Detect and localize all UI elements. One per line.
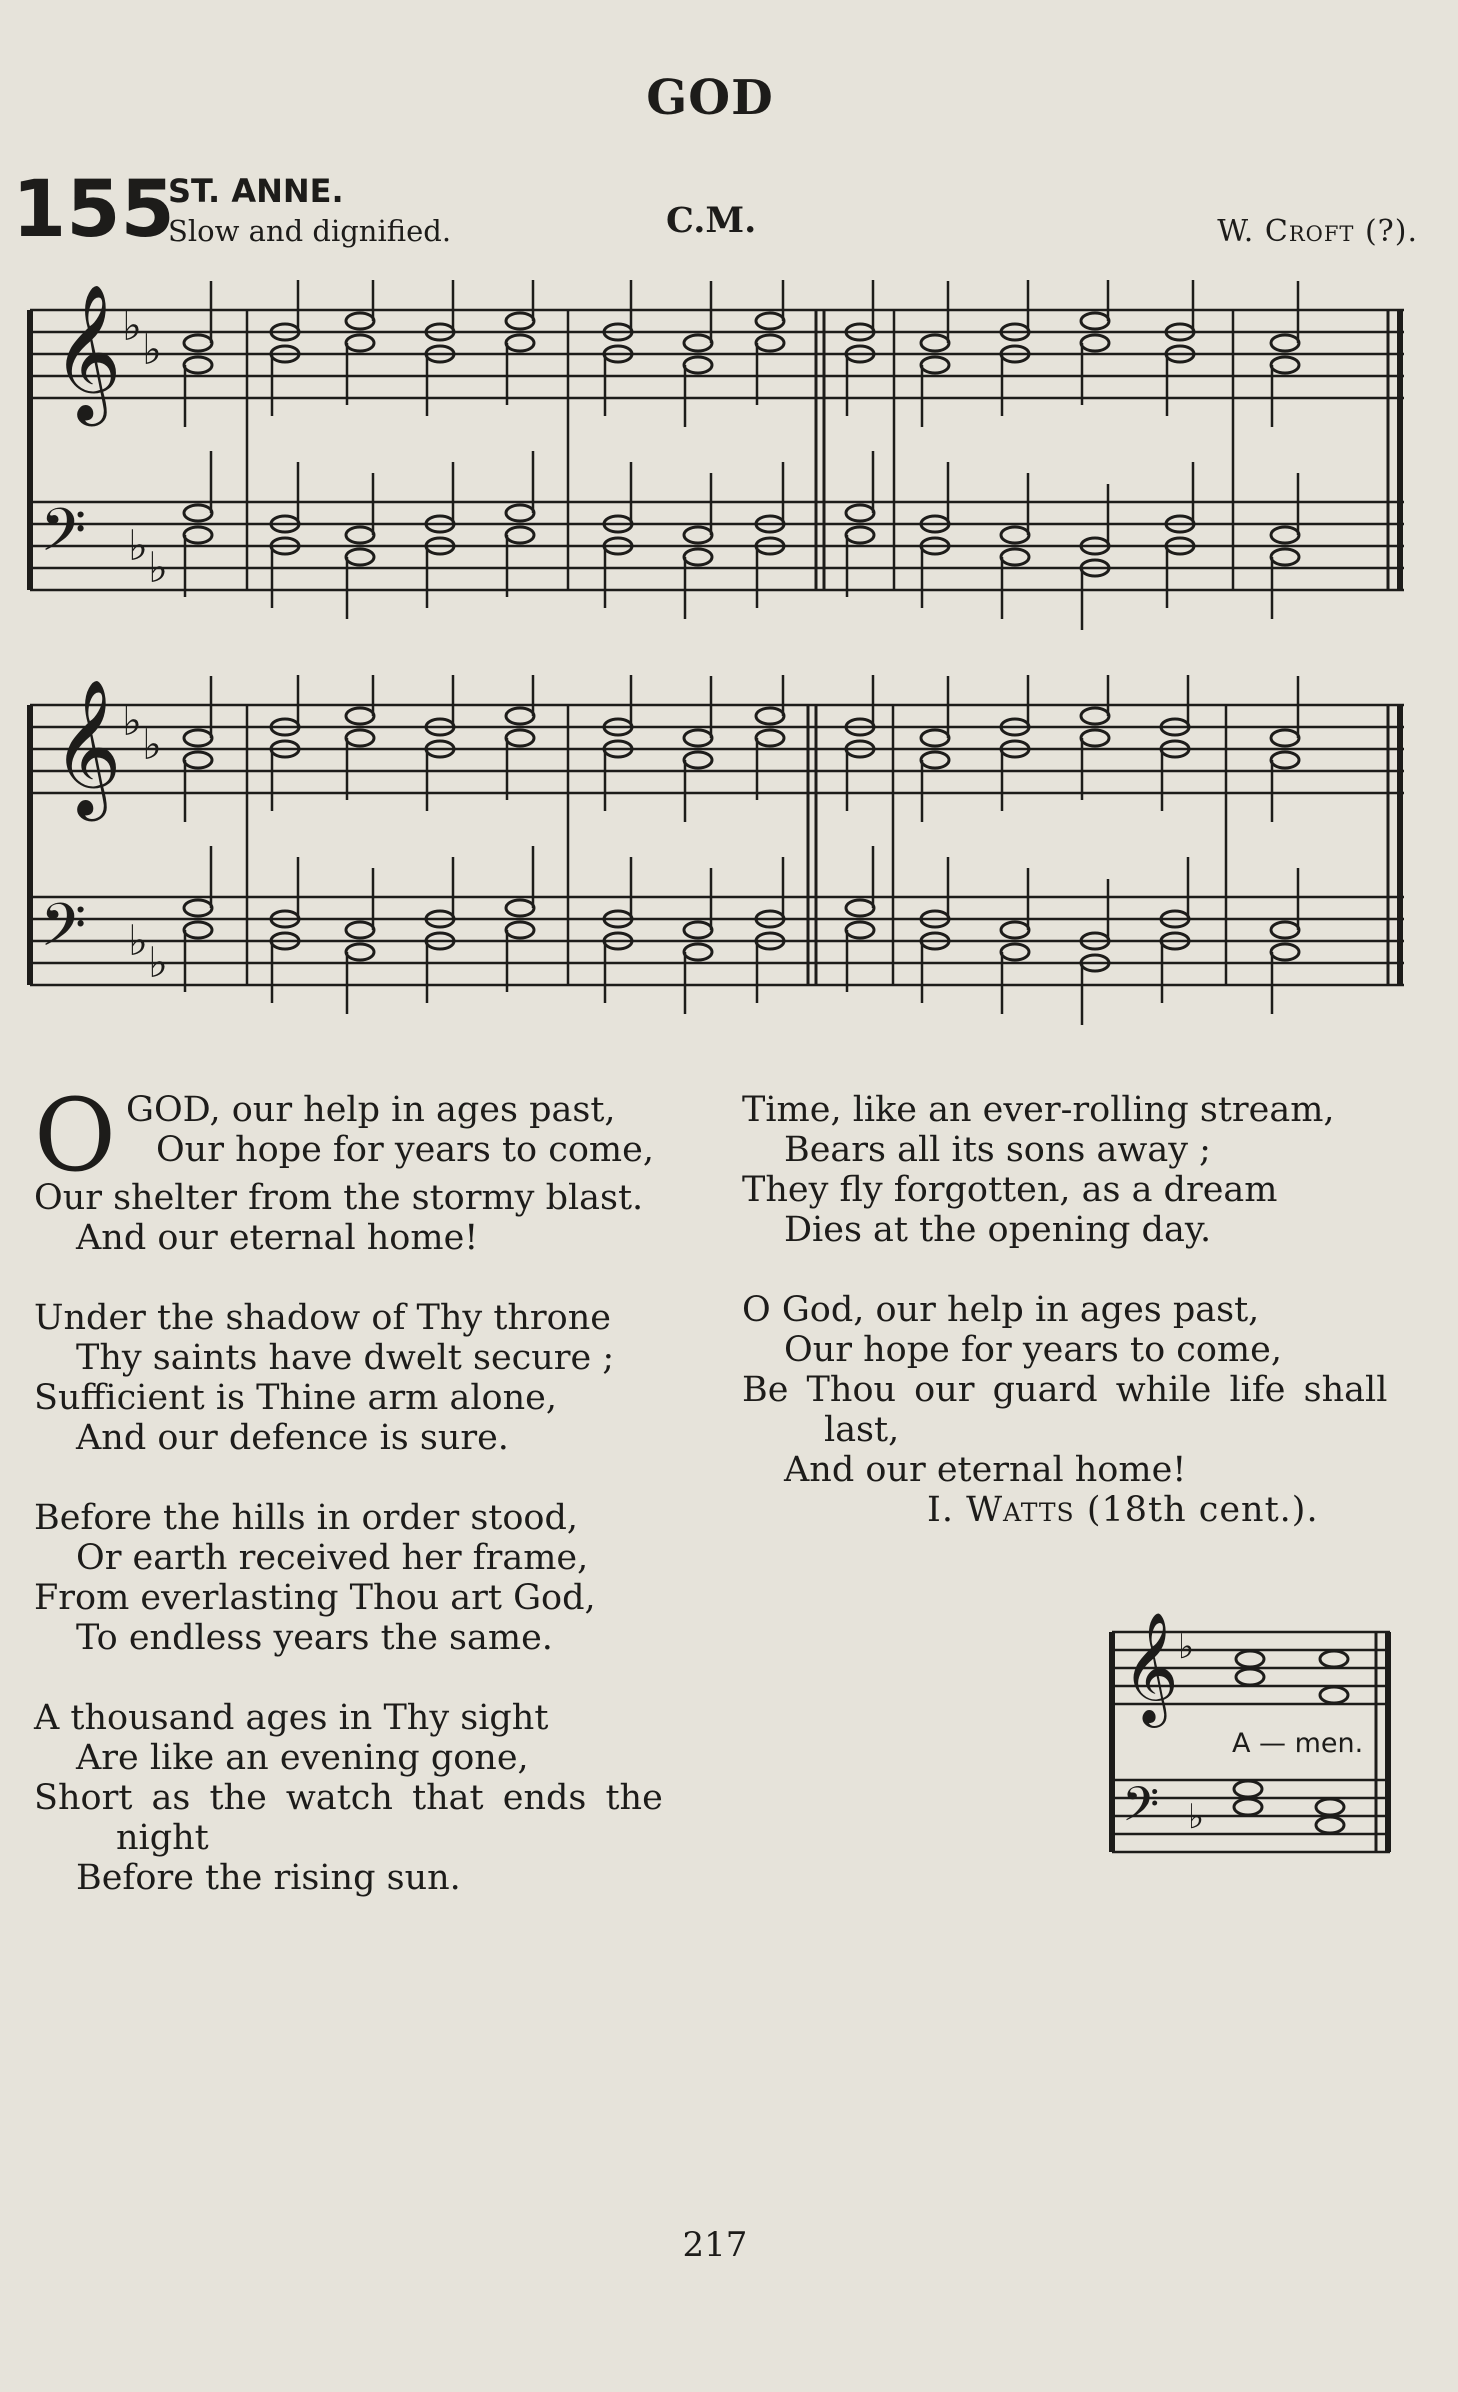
verse-column-right — [742, 1090, 1442, 1530]
author-date: (18th cent.). — [1074, 1490, 1319, 1530]
verse-line: Our hope for years to come, — [784, 1330, 1282, 1370]
note-head — [921, 335, 949, 351]
verse-line: And our eternal home! — [784, 1450, 1187, 1490]
verse-line: GOD, our help in ages past, — [125, 1090, 616, 1130]
note-head — [684, 752, 712, 768]
svg-text:♭: ♭ — [128, 521, 148, 570]
verse-line — [34, 1130, 694, 1170]
composer-name: Croft — [1264, 214, 1355, 249]
note-head — [756, 708, 784, 724]
note-head — [346, 730, 374, 746]
svg-text:𝄞: 𝄞 — [52, 282, 122, 420]
verse-line: last, — [824, 1410, 900, 1450]
page-number: 217 — [682, 2225, 748, 2265]
note-head — [506, 527, 534, 543]
note-head — [846, 527, 874, 543]
note-head — [684, 549, 712, 565]
note-head — [1271, 730, 1299, 746]
note-head — [184, 357, 212, 373]
note-head — [1271, 922, 1299, 938]
note-head — [184, 752, 212, 768]
note-head — [1081, 730, 1109, 746]
note-head — [1271, 752, 1299, 768]
note-head — [506, 313, 534, 329]
note-head — [684, 527, 712, 543]
svg-text:𝄢: 𝄢 — [40, 495, 87, 579]
note-head — [346, 313, 374, 329]
verse-line: Or earth received her frame, — [76, 1538, 589, 1578]
tempo-marking: Slow and dignified. — [168, 214, 452, 248]
note-head — [1081, 335, 1109, 351]
note-head — [346, 708, 374, 724]
note-head — [684, 335, 712, 351]
note-head — [506, 730, 534, 746]
note-head — [1271, 549, 1299, 565]
verse-line: O God, our help in ages past, — [742, 1290, 1260, 1330]
note-head — [756, 335, 784, 351]
author-initial: I. — [927, 1490, 967, 1530]
stanza-1 — [34, 1077, 694, 1258]
stanza-5 — [742, 1090, 1442, 1250]
note-head — [921, 752, 949, 768]
note-head — [506, 335, 534, 351]
verse-line: They fly forgotten, as a dream — [742, 1170, 1278, 1210]
stanza-2 — [34, 1298, 694, 1458]
svg-text:♭: ♭ — [1188, 1797, 1205, 1837]
hymn-number: 155 — [12, 165, 175, 255]
verse-line: night — [116, 1818, 209, 1858]
verse-line: Before the hills in order stood, — [34, 1498, 579, 1538]
note-head — [684, 730, 712, 746]
composer-credit — [1217, 214, 1418, 249]
note-head — [1001, 944, 1029, 960]
svg-text:♭: ♭ — [122, 696, 142, 745]
note-head — [1001, 527, 1029, 543]
verse-line: Thy saints have dwelt secure ; — [76, 1338, 615, 1378]
svg-text:♭: ♭ — [128, 916, 148, 965]
note-head — [684, 944, 712, 960]
note-head — [1271, 357, 1299, 373]
verse-line: Sufficient is Thine arm alone, — [34, 1378, 557, 1418]
stanza-3 — [34, 1498, 694, 1658]
note-head — [1001, 549, 1029, 565]
note-head — [684, 922, 712, 938]
note-head — [346, 944, 374, 960]
meter: C.M. — [666, 200, 757, 241]
note-head — [184, 335, 212, 351]
note-head — [184, 922, 212, 938]
note-head — [506, 505, 534, 521]
svg-text:𝄢: 𝄢 — [1122, 1776, 1160, 1844]
note-head — [756, 730, 784, 746]
note-head — [184, 505, 212, 521]
note-head — [1271, 944, 1299, 960]
note-head — [184, 730, 212, 746]
composer-prefix: W. — [1217, 214, 1265, 249]
drop-cap: O — [34, 1077, 116, 1194]
verse-line: Are like an evening gone, — [76, 1738, 529, 1778]
section-title: GOD — [646, 70, 774, 126]
note-head — [346, 549, 374, 565]
music-system-1 — [0, 280, 1458, 640]
author-name: Watts — [966, 1490, 1075, 1530]
verse-line: Under the shadow of Thy throne — [34, 1298, 611, 1338]
note-head — [846, 900, 874, 916]
svg-text:𝄢: 𝄢 — [40, 890, 87, 974]
stanza-4 — [34, 1698, 694, 1898]
note-head — [846, 505, 874, 521]
svg-text:♭: ♭ — [148, 938, 168, 987]
stanza-6 — [742, 1290, 1442, 1490]
note-head — [184, 527, 212, 543]
verse-line: From everlasting Thou art God, — [34, 1578, 596, 1618]
verse-line: Before the rising sun. — [76, 1858, 461, 1898]
music-system-2 — [0, 675, 1458, 1035]
note-head — [506, 900, 534, 916]
note-head — [756, 313, 784, 329]
note-head — [1271, 335, 1299, 351]
composer-suffix: (?). — [1354, 214, 1418, 249]
note-head — [346, 922, 374, 938]
verse-line: Dies at the opening day. — [784, 1210, 1212, 1250]
verse-line-text: Our hope for years to come, — [155, 1130, 654, 1170]
author-credit — [742, 1490, 1442, 1530]
verse-line: Be Thou our guard while life shall — [742, 1370, 1388, 1410]
note-head — [346, 527, 374, 543]
verse-column-left — [34, 1077, 694, 1938]
tune-name: ST. ANNE. — [168, 172, 344, 210]
svg-text:♭: ♭ — [122, 301, 142, 350]
svg-text:♭: ♭ — [142, 325, 162, 374]
amen-label: A — men. — [1232, 1728, 1364, 1759]
note-head — [1081, 708, 1109, 724]
verse-line: A thousand ages in Thy sight — [34, 1698, 549, 1738]
note-head — [684, 357, 712, 373]
svg-text:♭: ♭ — [148, 543, 168, 592]
svg-text:𝄞: 𝄞 — [52, 677, 122, 815]
verse-line: Bears all its sons away ; — [784, 1130, 1211, 1170]
note-head — [346, 335, 374, 351]
note-head — [184, 900, 212, 916]
note-head — [1081, 313, 1109, 329]
verse-line: And our eternal home! — [76, 1218, 479, 1258]
note-head — [506, 708, 534, 724]
note-head — [921, 357, 949, 373]
verse-line: And our defence is sure. — [76, 1418, 509, 1458]
svg-text:♭: ♭ — [1178, 1627, 1195, 1667]
svg-text:𝄞: 𝄞 — [1122, 1612, 1179, 1723]
note-head — [846, 922, 874, 938]
note-head — [506, 922, 534, 938]
note-head — [1271, 527, 1299, 543]
note-head — [921, 730, 949, 746]
verse-line: To endless years the same. — [76, 1618, 553, 1658]
note-head — [1001, 922, 1029, 938]
verse-line: Time, like an ever-rolling stream, — [742, 1090, 1335, 1130]
svg-text:♭: ♭ — [142, 720, 162, 769]
verse-line: Short as the watch that ends the — [34, 1778, 663, 1818]
verse-line: Our shelter from the stormy blast. — [34, 1178, 644, 1218]
